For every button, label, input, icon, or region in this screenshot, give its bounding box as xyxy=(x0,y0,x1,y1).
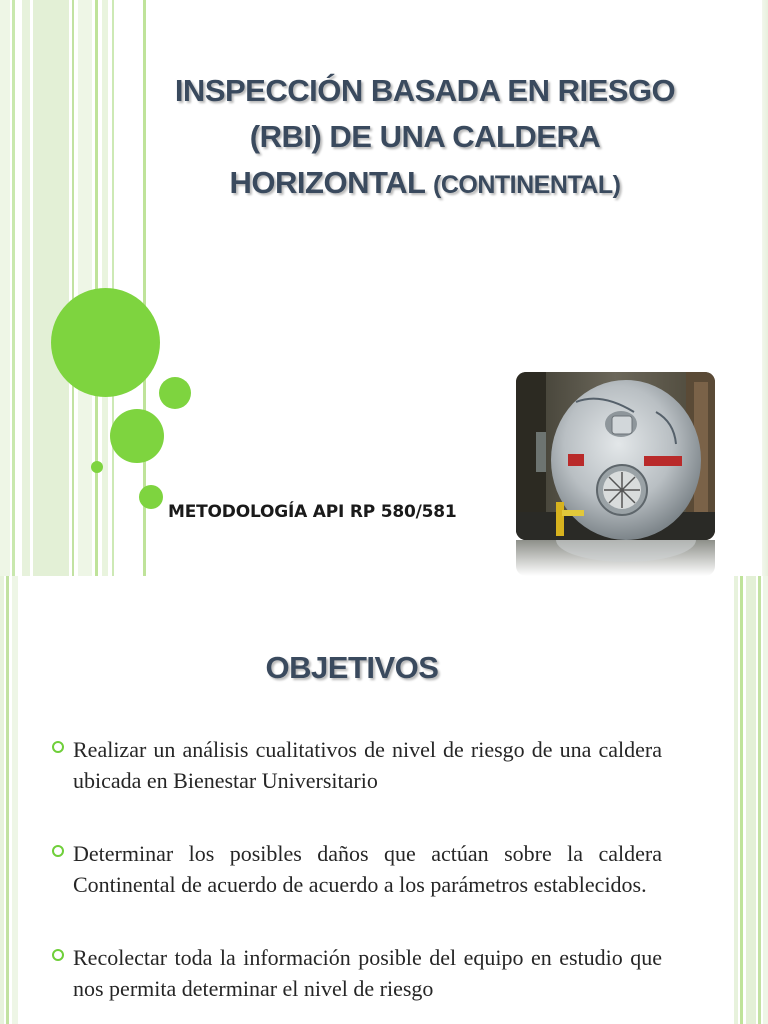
decorative-stripes-right xyxy=(734,576,768,1024)
decorative-circle-large xyxy=(51,288,160,397)
title-line-1: INSPECCIÓN BASADA EN RIESGO xyxy=(174,73,676,108)
list-item-text: Recolectar toda la información posible del equipo en estudio que nos permita determinar el nivel de riesgo xyxy=(73,945,662,1001)
bullet-circle-icon xyxy=(52,741,64,753)
decorative-stripes-left xyxy=(0,0,150,576)
title-line-3-main: HORIZONTAL xyxy=(229,165,425,200)
slide-objectives xyxy=(0,576,768,1024)
title-line-3 xyxy=(140,160,710,208)
list-item xyxy=(52,942,662,1004)
decorative-edge-right xyxy=(762,0,768,576)
bullet-circle-icon xyxy=(52,949,64,961)
methodology-label: METODOLOGÍA API RP 580/581 xyxy=(168,502,457,522)
slide-title-heading xyxy=(140,68,710,208)
title-line-3-small: (CONTINENTAL) xyxy=(433,171,621,199)
decorative-stripes-left-2 xyxy=(0,576,24,1024)
objectives-heading: OBJETIVOS xyxy=(265,650,439,685)
decorative-circle-small-2 xyxy=(139,485,163,509)
title-line-2: (RBI) DE UNA CALDERA xyxy=(249,119,601,154)
list-item-text: Determinar los posibles daños que actúan sobre la caldera Continental de acuerdo de acuerdo a los parámetros establecidos. xyxy=(73,841,662,897)
decorative-circle-tiny xyxy=(91,461,103,473)
list-item xyxy=(52,838,662,900)
objectives-list xyxy=(52,734,662,1024)
boiler-photo-reflection xyxy=(516,540,715,576)
bullet-circle-icon xyxy=(52,845,64,857)
decorative-circle-medium xyxy=(110,409,164,463)
list-item-text: Realizar un análisis cualitativos de nivel de riesgo de una caldera ubicada en Bienestar Universitario xyxy=(73,737,662,793)
list-item xyxy=(52,734,662,796)
decorative-circle-small xyxy=(159,377,191,409)
boiler-photo-icon xyxy=(516,372,715,540)
